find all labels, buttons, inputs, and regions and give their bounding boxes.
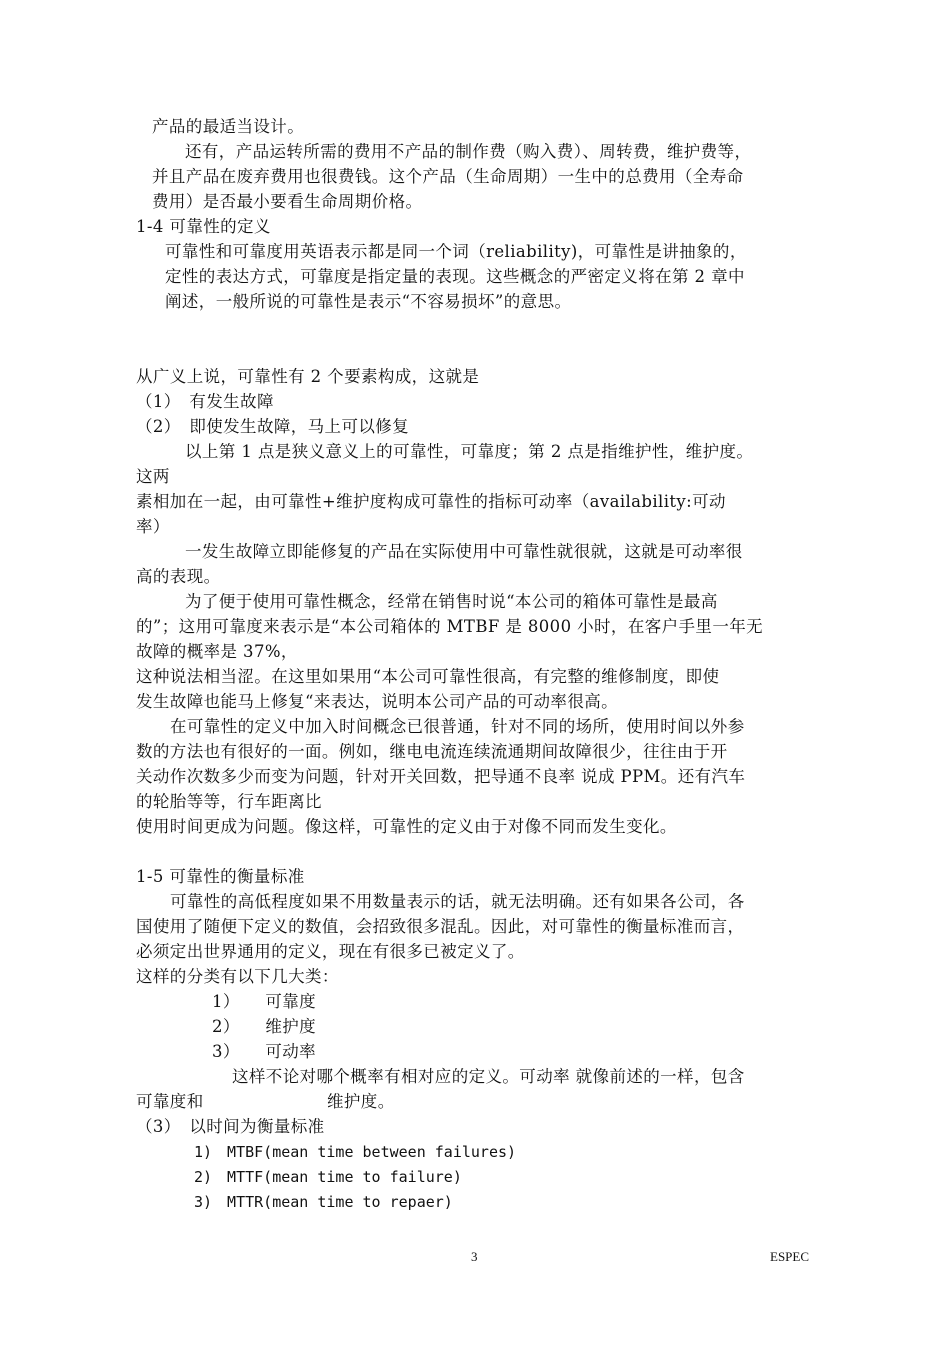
list-item: （3） 以时间为衡量标准 bbox=[136, 1117, 325, 1136]
section-heading: 1-5 可靠性的衡量标准 bbox=[136, 867, 305, 886]
text-line: 阐述，一般所说的可靠性是表示“不容易损坏”的意思。 bbox=[165, 292, 572, 311]
text-line: 产品的最适当设计。 bbox=[152, 117, 305, 136]
section-heading: 1-4 可靠性的定义 bbox=[136, 217, 271, 236]
text-line: 可靠性的高低程度如果不用数量表示的话，就无法明确。还有如果各公司，各 bbox=[170, 892, 745, 911]
list-item: 2） 维护度 bbox=[212, 1017, 317, 1036]
list-item: 3） 可动率 bbox=[212, 1042, 317, 1061]
text-line: 这样不论对哪个概率有相对应的定义。可动率 就像前述的一样，包含 bbox=[232, 1067, 745, 1086]
list-item: （2） 即使发生故障，马上可以修复 bbox=[136, 417, 410, 436]
text-line: 并且产品在废弃费用也很费钱。这个产品（生命周期）一生中的总费用（全寿命 bbox=[152, 167, 744, 186]
text-line: 可靠性和可靠度用英语表示都是同一个词（reliability)，可靠性是讲抽象的， bbox=[165, 242, 747, 261]
text-line: 以上第 1 点是狭义意义上的可靠性，可靠度；第 2 点是指维护性，维护度。 bbox=[185, 442, 754, 461]
footer-brand: ESPEC bbox=[770, 1249, 810, 1264]
text-line: 发生故障也能马上修复“来表达，说明本公司产品的可动率很高。 bbox=[136, 692, 619, 711]
list-item: （1） 有发生故障 bbox=[136, 392, 274, 411]
text-line: 这样的分类有以下几大类： bbox=[136, 967, 339, 986]
text-line: 定性的表达方式，可靠度是指定量的表现。这些概念的严密定义将在第 2 章中 bbox=[165, 267, 745, 286]
text-line: 维护度。 bbox=[327, 1092, 395, 1111]
text-line: 的轮胎等等，行车距离比 bbox=[136, 792, 322, 811]
text-line: 为了便于使用可靠性概念，经常在销售时说“本公司的箱体可靠性是最高 bbox=[185, 592, 718, 611]
page-number: 3 bbox=[471, 1249, 478, 1264]
text-line: 的”；这用可靠度来表示是“本公司箱体的 MTBF 是 8000 小时，在客户手里一年无 bbox=[136, 617, 764, 636]
text-line: 这种说法相当涩。在这里如果用“本公司可靠性很高，有完整的维修制度，即使 bbox=[136, 667, 720, 686]
text-line: 使用时间更成为问题。像这样，可靠性的定义由于对像不同而发生变化。 bbox=[136, 817, 677, 836]
text-line: 国使用了随便下定义的数值，会招致很多混乱。因此，对可靠性的衡量标准而言， bbox=[136, 917, 745, 936]
text-line: 一发生故障立即能修复的产品在实际使用中可靠性就很就，这就是可动率很 bbox=[185, 542, 743, 561]
text-line: 必须定出世界通用的定义，现在有很多已被定义了。 bbox=[136, 942, 525, 961]
text-line: 关动作次数多少而变为问题，针对开关回数，把导通不良率 说成 PPM。还有汽车 bbox=[136, 767, 746, 786]
text-line: 还有，产品运转所需的费用不产品的制作费（购入费）、周转费，维护费等， bbox=[185, 142, 752, 161]
list-item: 1) MTBF(mean time between failures) bbox=[194, 1143, 517, 1161]
list-item: 2) MTTF(mean time to failure) bbox=[194, 1168, 462, 1186]
text-line: 素相加在一起，由可靠性+维护度构成可靠性的指标可动率（availability:可动 bbox=[136, 492, 726, 511]
text-line: 费用）是否最小要看生命周期价格。 bbox=[152, 192, 423, 211]
text-line: 从广义上说，可靠性有 2 个要素构成，这就是 bbox=[136, 367, 480, 386]
list-item: 1） 可靠度 bbox=[212, 992, 317, 1011]
text-line: 可靠度和 bbox=[136, 1092, 204, 1111]
text-line: 率） bbox=[136, 517, 170, 536]
text-line: 故障的概率是 37%， bbox=[136, 642, 298, 661]
list-item: 3) MTTR(mean time to repaer) bbox=[194, 1193, 453, 1211]
text-line: 数的方法也有很好的一面。例如，继电电流连续流通期间故障很少，往往由于开 bbox=[136, 742, 728, 761]
text-line: 高的表现。 bbox=[136, 567, 221, 586]
text-line: 在可靠性的定义中加入时间概念已很普通，针对不同的场所，使用时间以外参 bbox=[170, 717, 745, 736]
text-line: 这两 bbox=[136, 467, 170, 486]
